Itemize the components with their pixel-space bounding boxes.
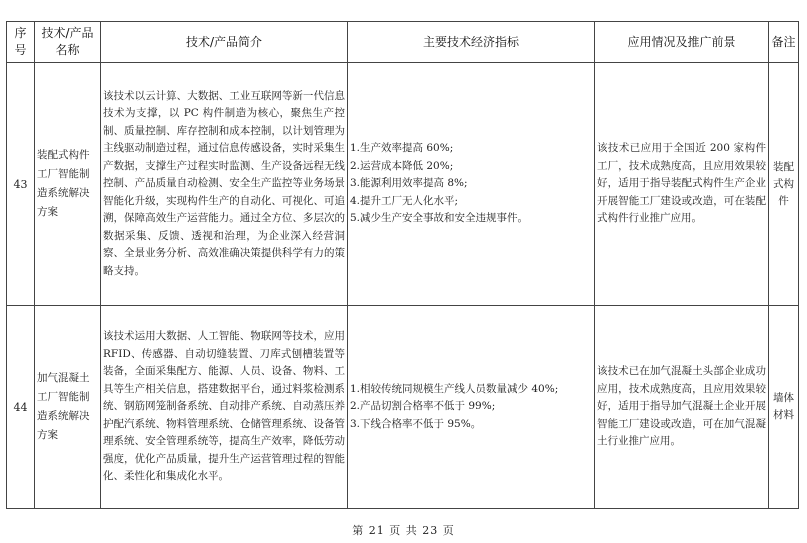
indicator-item: 4.提升工厂无人化水平; <box>350 194 459 207</box>
header-note: 备注 <box>769 22 799 63</box>
row-name: 装配式构件工厂智能制造系统解决方案 <box>35 63 101 306</box>
row-prospect: 该技术已在加气混凝土头部企业成功应用，技术成熟度高，且应用效果较好，适用于指导加气混凝土企业开展智能工厂建设或改造，可在加气混凝土行业推广应用。 <box>595 306 769 509</box>
indicator-item: 1.生产效率提高 60%; <box>350 142 454 155</box>
row-indicators <box>348 63 595 306</box>
indicator-item: 2.产品切割合格率不低于 99%; <box>350 400 496 413</box>
indicator-item: 1.相较传统同规模生产线人员数量减少 40%; <box>350 382 559 395</box>
indicator-item: 5.减少生产安全事故和安全违规事件。 <box>350 212 529 225</box>
page-footer: 第 21 页 共 23 页 <box>352 524 455 537</box>
row-intro: 该技术运用大数据、人工智能、物联网等技术，应用 RFID、传感器、自动切缝装置、刀库式刨槽装置等装备，全面采集配方、能源、人员、设备、物料、工具等生产相关信息，搭建数据平台，通过料浆检测系统、钢筋网笼制备系统、自动排产系统、自动蒸压养护配汽系统、物料管理系统、仓储管理系统、设备管理系统、安全管理系统等，提高生产效率，降低劳动强度，优化产品质量，提升生产运营管理过程的智能化、柔性化和集成化水平。 <box>101 306 348 509</box>
header-name: 技术/产品名称 <box>35 22 101 63</box>
row-seq: 44 <box>7 306 35 509</box>
row-note: 墙体材料 <box>769 306 799 509</box>
row-name: 加气混凝土工厂智能制造系统解决方案 <box>35 306 101 509</box>
table-header <box>7 22 799 63</box>
header-seq: 序号 <box>7 22 35 63</box>
row-note: 装配式构件 <box>769 63 799 306</box>
technology-table <box>6 21 799 509</box>
table-row <box>7 63 799 306</box>
indicator-item: 3.能源利用效率提高 8%; <box>350 177 468 190</box>
row-intro: 该技术以云计算、大数据、工业互联网等新一代信息技术为支撑，以 PC 构件制造为核心，聚焦生产控制、质量控制、库存控制和成本控制，以计划管理为主线驱动制造过程，通过信息传感设备，实时采集生产数据，支撑生产过程实时监测、生产设备远程无线控制、产品质量自动检测、安全生产监控等业务场景智能化升级，实现构件生产的自动化、可视化、可追溯，保障高效生产运营能力。通过全方位、多层次的数据采集、反馈、透视和治理，为企业深入经营洞察、全景业务分析、高效准确决策提供科学有力的策略支持。 <box>101 63 348 306</box>
indicator-item: 3.下线合格率不低于 95%。 <box>350 417 482 430</box>
row-prospect: 该技术已应用于全国近 200 家构件工厂，技术成熟度高，且应用效果较好，适用于指导装配式构件生产企业开展智能工厂建设或改造，可在装配式构件行业推广应用。 <box>595 63 769 306</box>
table-row <box>7 306 799 509</box>
indicator-item: 2.运营成本降低 20%; <box>350 159 454 172</box>
row-indicators <box>348 306 595 509</box>
header-indicators: 主要技术经济指标 <box>348 22 595 63</box>
header-prospect: 应用情况及推广前景 <box>595 22 769 63</box>
header-intro: 技术/产品简介 <box>101 22 348 63</box>
row-seq: 43 <box>7 63 35 306</box>
